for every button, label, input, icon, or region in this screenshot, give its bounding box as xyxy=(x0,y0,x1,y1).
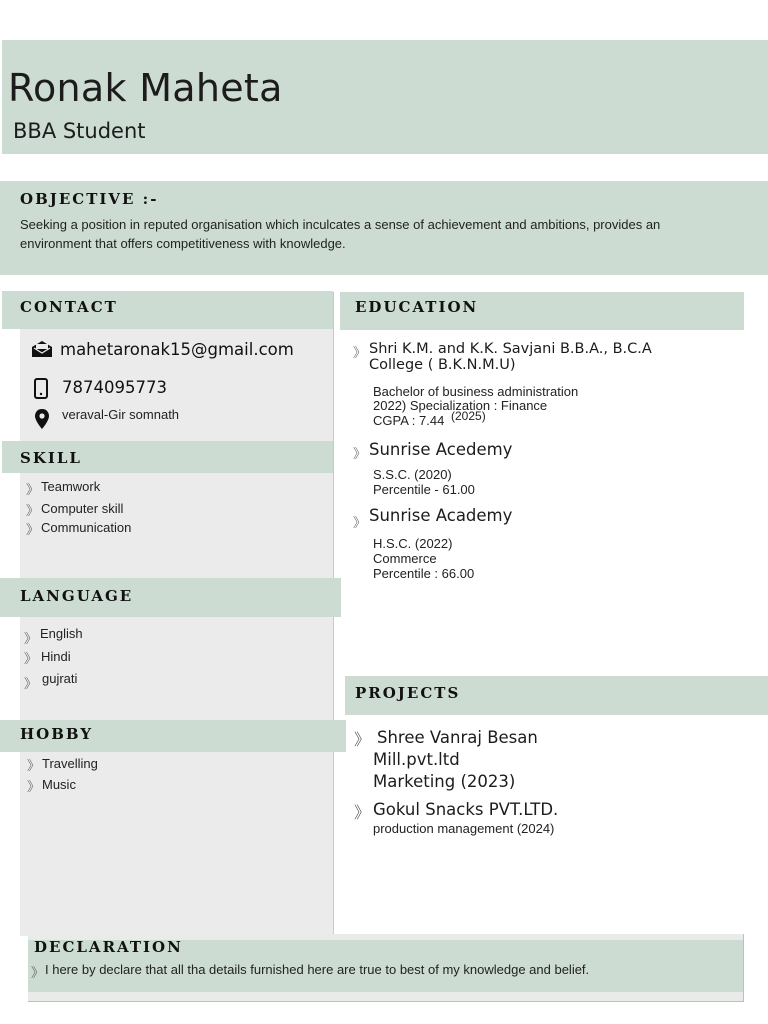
skill-title: SKILL xyxy=(20,449,82,467)
hobby-item: Music xyxy=(42,777,76,792)
project-detail: production management (2024) xyxy=(373,821,555,836)
bullet-icon: 》 xyxy=(26,504,40,519)
language-item: gujrati xyxy=(42,671,78,686)
hobby-title: HOBBY xyxy=(20,725,94,743)
education-detail: H.S.C. (2022) xyxy=(373,536,453,551)
declaration-text: I here by declare that all tha details furnished here are true to best of my knowledge and belief. xyxy=(45,962,590,977)
candidate-role: BBA Student xyxy=(13,119,146,143)
bullet-icon: 》 xyxy=(26,523,40,538)
bullet-icon: 》 xyxy=(353,346,367,361)
education-title: EDUCATION xyxy=(355,298,479,316)
language-title: LANGUAGE xyxy=(20,587,134,605)
bullet-icon: 》 xyxy=(24,677,38,692)
contact-title: CONTACT xyxy=(20,298,118,316)
project-name: Shree Vanraj Besan xyxy=(377,728,538,747)
project-detail: Marketing (2023) xyxy=(373,772,516,791)
projects-title: PROJECTS xyxy=(355,684,461,702)
contact-email[interactable]: mahetaronak15@gmail.com xyxy=(60,340,294,359)
objective-text-line-2: environment that offers competitiveness with knowledge. xyxy=(20,236,346,251)
language-item: English xyxy=(40,626,83,641)
project-name: Gokul Snacks PVT.LTD. xyxy=(373,800,559,819)
objective-text xyxy=(20,215,660,253)
bullet-icon: 》 xyxy=(354,803,371,822)
project-name: Mill.pvt.ltd xyxy=(373,750,460,769)
bullet-icon: 》 xyxy=(26,483,40,498)
phone-icon xyxy=(34,378,48,399)
contact-phone[interactable]: 7874095773 xyxy=(62,378,167,397)
bullet-icon: 》 xyxy=(27,780,41,795)
bullet-icon: 》 xyxy=(24,652,38,667)
education-institution xyxy=(369,341,652,373)
contact-location: veraval-Gir somnath xyxy=(62,407,180,422)
bullet-icon: 》 xyxy=(353,516,367,531)
candidate-name: Ronak Maheta xyxy=(8,66,283,110)
skill-item: Computer skill xyxy=(41,501,124,516)
objective-text-line-1: Seeking a position in reputed organisation which inculcates a sense of achievement and ambitions, provides an xyxy=(20,217,661,232)
location-pin-icon xyxy=(34,408,50,430)
declaration-title: DECLARATION xyxy=(34,938,183,956)
bullet-icon: 》 xyxy=(24,632,38,647)
education-detail: Bachelor of business administration xyxy=(373,384,579,399)
education-institution: Sunrise Acedemy xyxy=(369,440,513,459)
objective-title: OBJECTIVE :- xyxy=(20,190,159,208)
education-detail: 2022) Specialization : Finance xyxy=(373,398,548,413)
mail-icon xyxy=(31,340,53,358)
language-item: Hindi xyxy=(41,649,71,664)
education-year: (2025) xyxy=(451,409,486,423)
hobby-item: Travelling xyxy=(42,756,98,771)
education-detail: Percentile : 66.00 xyxy=(373,566,475,581)
institution-line-1: Shri K.M. and K.K. Savjani B.B.A., B.C.A xyxy=(369,341,652,357)
institution-line-2: College ( B.K.N.M.U) xyxy=(369,357,516,373)
education-detail: Percentile - 61.00 xyxy=(373,482,475,497)
education-detail: CGPA : 7.44 xyxy=(373,413,445,428)
education-detail: S.S.C. (2020) xyxy=(373,467,452,482)
skill-item: Communication xyxy=(41,520,132,535)
education-detail: Commerce xyxy=(373,551,437,566)
bullet-icon: 》 xyxy=(353,447,367,462)
bullet-icon: 》 xyxy=(31,966,45,981)
education-institution: Sunrise Academy xyxy=(369,506,513,525)
bullet-icon: 》 xyxy=(27,759,41,774)
bullet-icon: 》 xyxy=(354,730,371,749)
skill-item: Teamwork xyxy=(41,479,101,494)
